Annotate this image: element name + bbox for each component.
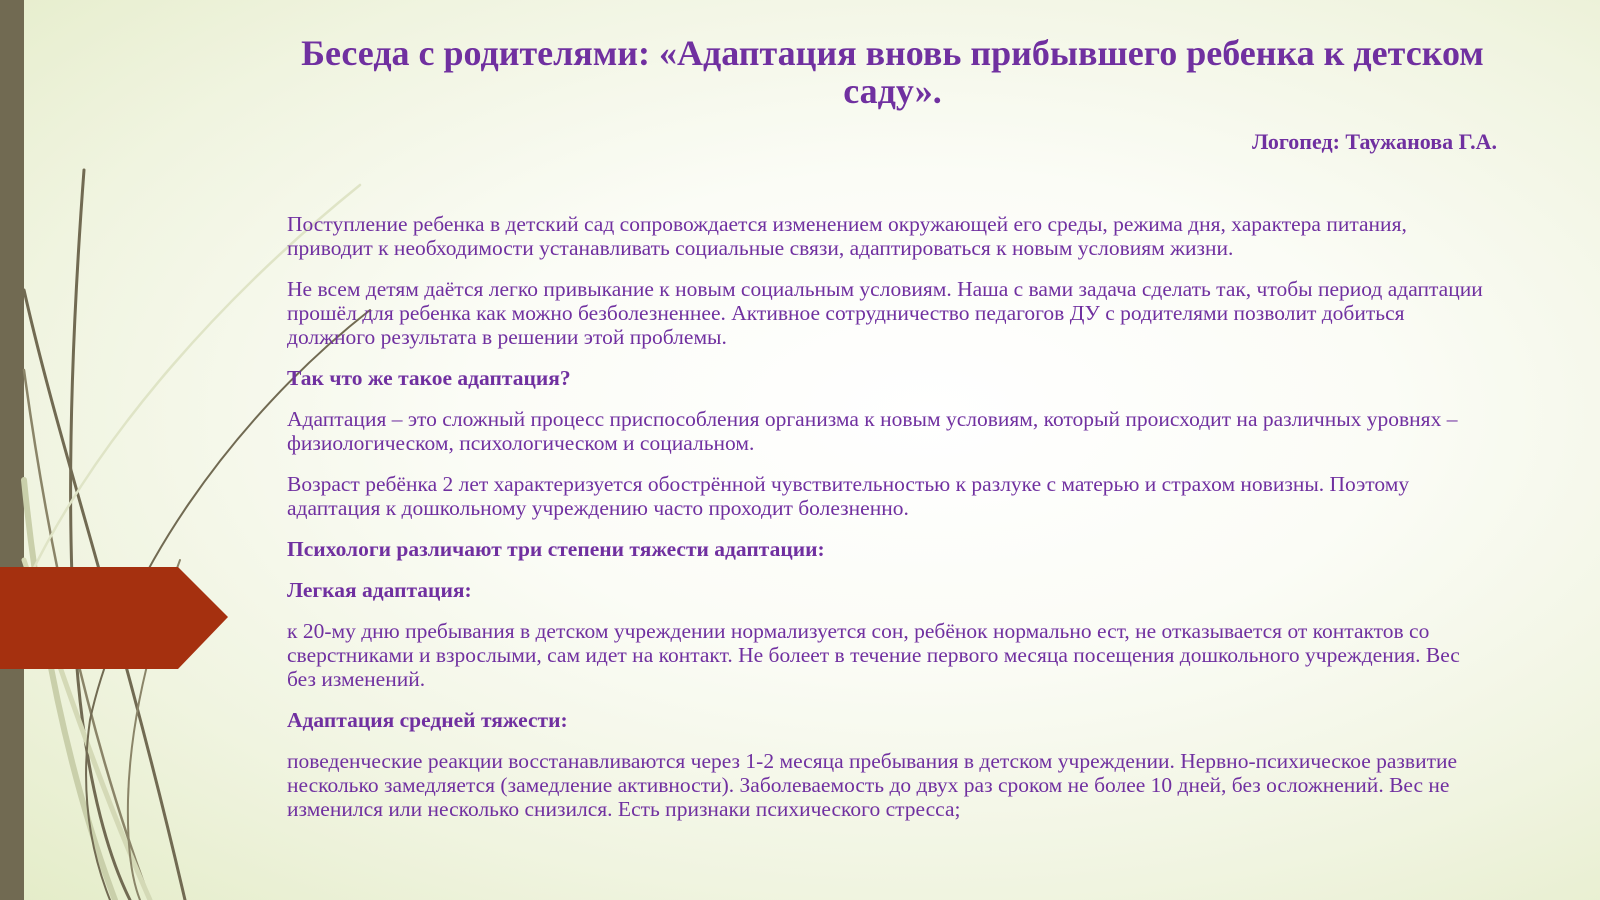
section-heading: Так что же такое адаптация? bbox=[287, 366, 571, 390]
red-arrow-shape bbox=[0, 567, 228, 669]
body-paragraph: Не всем детям даётся легко привыкание к новым социальным условиям. Наша с вами задача сделать так, чтобы период адаптации прошёл для ребенка как можно безболезненнее. Активное сотрудничество педагогов ДУ с родителями позволит добиться должного результата в решении этой проблемы. bbox=[287, 277, 1483, 349]
section-heading: Легкая адаптация: bbox=[287, 578, 472, 602]
section-heading: Адаптация средней тяжести: bbox=[287, 708, 568, 732]
author-line: Логопед: Таужанова Г.А. bbox=[1252, 129, 1497, 154]
body-paragraph: Адаптация – это сложный процесс приспособления организма к новым условиям, который происходит на различных уровнях – физиологическом, психологическом и социальном. bbox=[287, 407, 1458, 455]
body-text bbox=[287, 212, 1492, 838]
section-heading: Психологи различают три степени тяжести адаптации: bbox=[287, 537, 825, 561]
body-paragraph: поведенческие реакции восстанавливаются через 1-2 месяца пребывания в детском учреждении. Нервно-психическое развитие несколько замедляется (замедление активности). Заболеваемость до двух раз сроком не более 10 дней, без осложнений. Вес не изменился или несколько снизился. Есть признаки психического стресса; bbox=[287, 749, 1458, 821]
body-paragraph: к 20-му дню пребывания в детском учреждении нормализуется сон, ребёнок нормально ест, не отказывается от контактов со сверстниками и взрослыми, сам идет на контакт. Не болеет в течение первого месяца посещения дошкольного учреждения. Вес без изменений. bbox=[287, 619, 1460, 691]
body-paragraph: Возраст ребёнка 2 лет характеризуется обострённой чувствительностью к разлуке с матерью и страхом новизны. Поэтому адаптация к дошкольному учреждению часто проходит болезненно. bbox=[287, 472, 1410, 520]
slide-title: Беседа с родителями: «Адаптация вновь прибывшего ребенка к детском саду». bbox=[301, 33, 1484, 111]
body-paragraph: Поступление ребенка в детский сад сопровождается изменением окружающей его среды, режима дня, характера питания, приводит к необходимости устанавливать социальные связи, адаптироваться к новым условиям жизни. bbox=[287, 212, 1407, 260]
